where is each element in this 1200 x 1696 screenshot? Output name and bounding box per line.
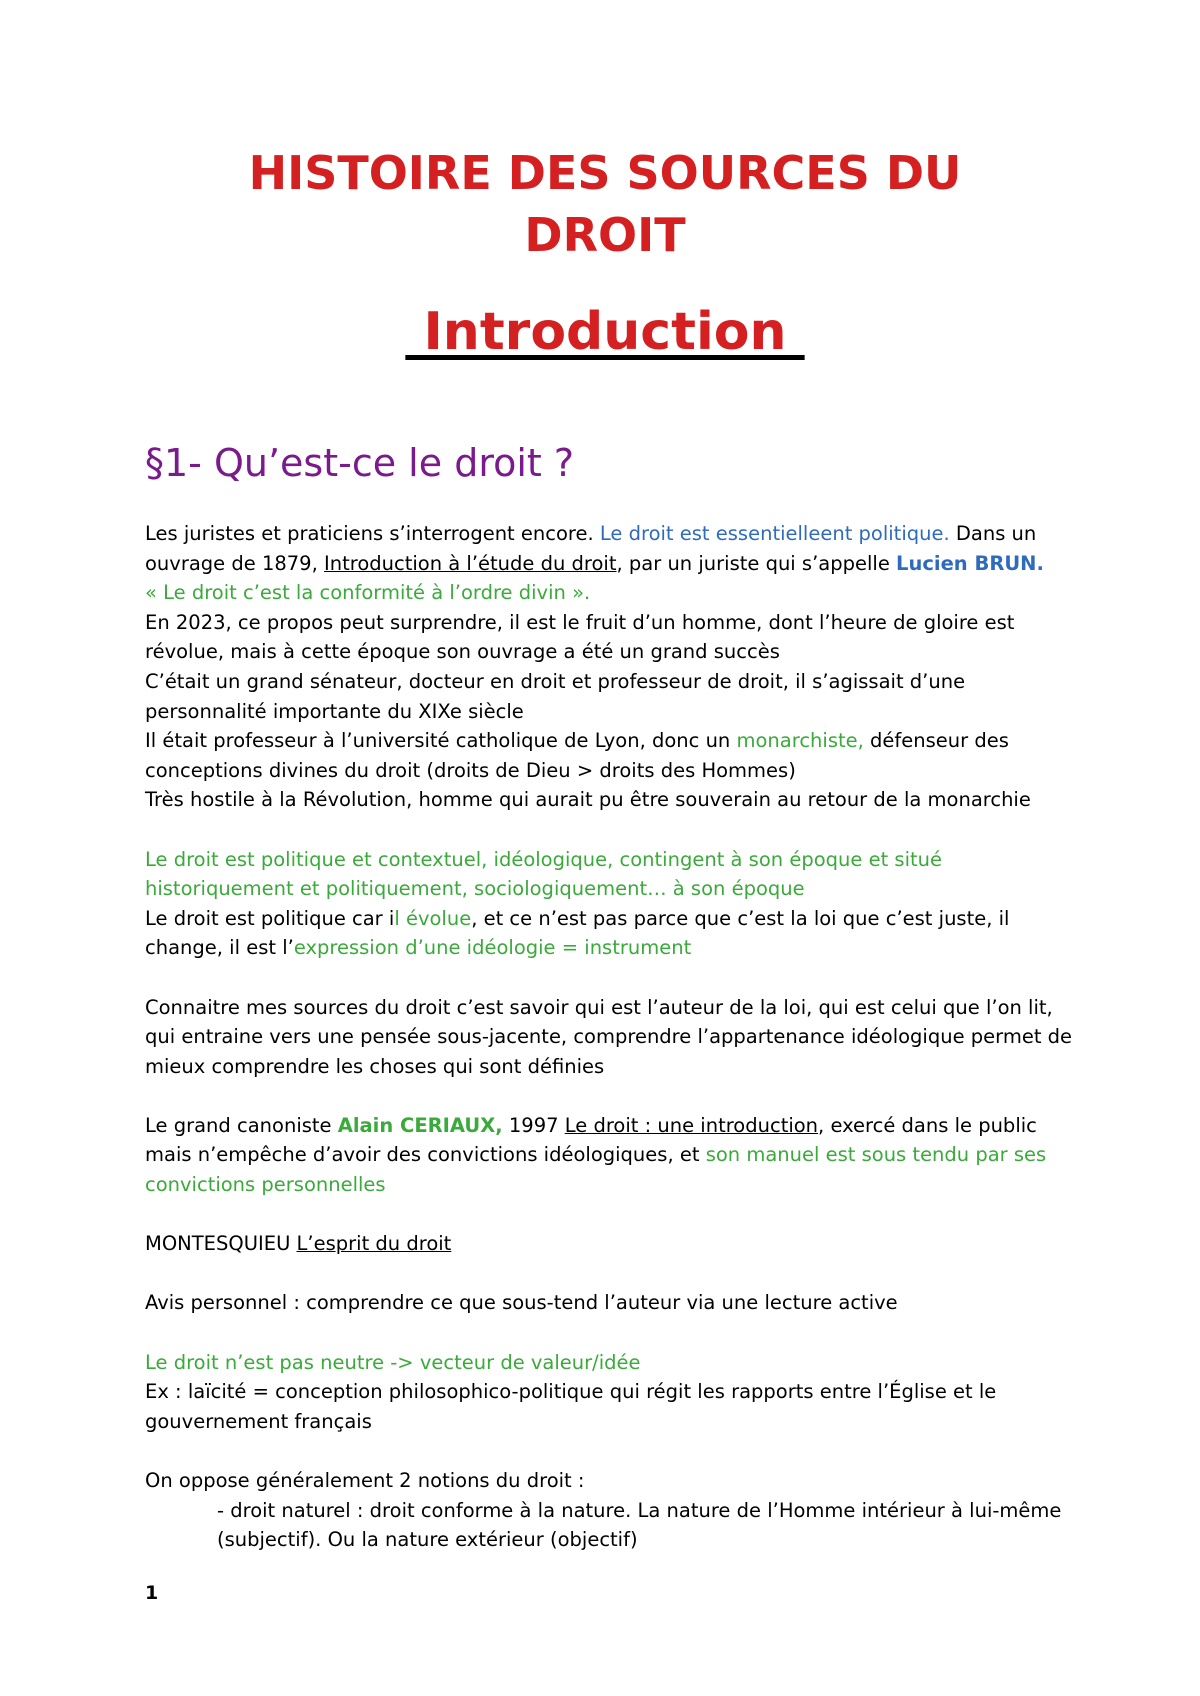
spacer bbox=[145, 815, 1075, 845]
paragraph-12: Le droit n’est pas neutre -> vecteur de valeur/idée bbox=[145, 1350, 641, 1374]
highlight-green: expression d’une idéologie = instrument bbox=[293, 936, 692, 960]
spacer bbox=[145, 1081, 1075, 1111]
text-run: défenseur des conceptions divines du droit (droits de Dieu > droits des Hommes) bbox=[145, 729, 1009, 782]
paragraph-10 bbox=[145, 1229, 1075, 1259]
spacer bbox=[145, 1436, 1075, 1466]
highlight-blue: Le droit est essentielleent politique. bbox=[599, 522, 950, 545]
paragraph-9 bbox=[145, 1111, 1075, 1200]
highlight-green: son manuel est sous tendu par ses convictions personnelles bbox=[145, 1143, 1047, 1197]
title-line-1: HISTOIRE DES SOURCES DU bbox=[248, 146, 962, 200]
title-line-2: DROIT bbox=[524, 208, 686, 262]
list-item: - droit naturel : droit conforme à la nature. La nature de l’Homme intérieur à lui-même (subjectif). Ou la nature extérieur (objectif) bbox=[217, 1498, 1062, 1552]
paragraph-2: En 2023, ce propos peut surprendre, il est le fruit d’un homme, dont l’heure de gloire est révolue, mais à cette époque son ouvrage a été un grand succès bbox=[145, 610, 1015, 664]
paragraph-11: Avis personnel : comprendre ce que sous-tend l’auteur via une lecture active bbox=[145, 1291, 898, 1315]
spacer bbox=[145, 963, 1075, 993]
text-run: 1997 bbox=[502, 1113, 565, 1137]
author-name: Alain CERIAUX, bbox=[337, 1113, 503, 1137]
section-heading-1: §1- Qu’est-ce le droit ? bbox=[145, 441, 575, 485]
document-subtitle bbox=[145, 300, 1065, 364]
text-run: , et ce n’est pas parce que c’est la loi que c’est juste, il change, il est l’ bbox=[145, 906, 1010, 960]
book-title: Le droit : une introduction bbox=[564, 1113, 819, 1137]
paragraph-6: Le droit est politique et contextuel, idéologique, contingent à son époque et situé historiquement et politiquement, sociologiquement… à son époque bbox=[145, 847, 942, 901]
author-name: Lucien BRUN. bbox=[896, 551, 1044, 575]
page-number: 1 bbox=[145, 1582, 159, 1604]
text-run: Le droit est politique car i bbox=[145, 906, 395, 930]
paragraph-4 bbox=[145, 726, 1075, 785]
document-title bbox=[145, 142, 1065, 266]
spacer bbox=[145, 1318, 1075, 1348]
paragraph-8: Connaitre mes sources du droit c’est savoir qui est l’auteur de la loi, qui est celui que l’on lit, qui entraine vers une pensée sous-jacente, comprendre l’appartenance idéologique permet de mieux comprendre les choses qui sont définies bbox=[145, 995, 1073, 1078]
paragraph-7 bbox=[145, 904, 1075, 963]
book-title: L’esprit du droit bbox=[296, 1232, 452, 1256]
text-run: Le grand canoniste bbox=[145, 1113, 338, 1137]
subtitle-text: Introduction bbox=[405, 302, 805, 362]
highlight-green: monarchiste, bbox=[736, 729, 864, 753]
text-run: Dans un ouvrage de 1879, bbox=[145, 522, 1037, 575]
text-run: Les juristes et praticiens s’interrogent encore. bbox=[145, 522, 600, 545]
text-run: MONTESQUIEU bbox=[145, 1232, 297, 1256]
paragraph-5: Très hostile à la Révolution, homme qui aurait pu être souverain au retour de la monarchie bbox=[145, 788, 1031, 812]
text-run: , exercé dans le public mais n’empêche d’avoir des convictions idéologiques, et bbox=[145, 1113, 1037, 1167]
text-run: , par un juriste qui s’appelle bbox=[616, 551, 897, 575]
paragraph-3: C’était un grand sénateur, docteur en droit et professeur de droit, il s’agissait d’une personnalité importante du XIXe siècle bbox=[145, 669, 966, 723]
text-run: Il était professeur à l’université catholique de Lyon, donc un bbox=[145, 729, 737, 753]
book-title: Introduction à l’étude du droit bbox=[323, 551, 617, 575]
paragraph-13: Ex : laïcité = conception philosophico-politique qui régit les rapports entre l’Église et le gouvernement français bbox=[145, 1380, 997, 1433]
spacer bbox=[145, 1259, 1075, 1289]
document-body bbox=[145, 519, 1075, 1555]
quote: « Le droit c’est la conformité à l’ordre divin ». bbox=[145, 581, 591, 605]
paragraph-15: On oppose généralement 2 notions du droit : bbox=[145, 1469, 585, 1492]
paragraph-1 bbox=[145, 519, 1075, 578]
highlight-green: l évolue bbox=[394, 906, 472, 930]
spacer bbox=[145, 1200, 1075, 1230]
